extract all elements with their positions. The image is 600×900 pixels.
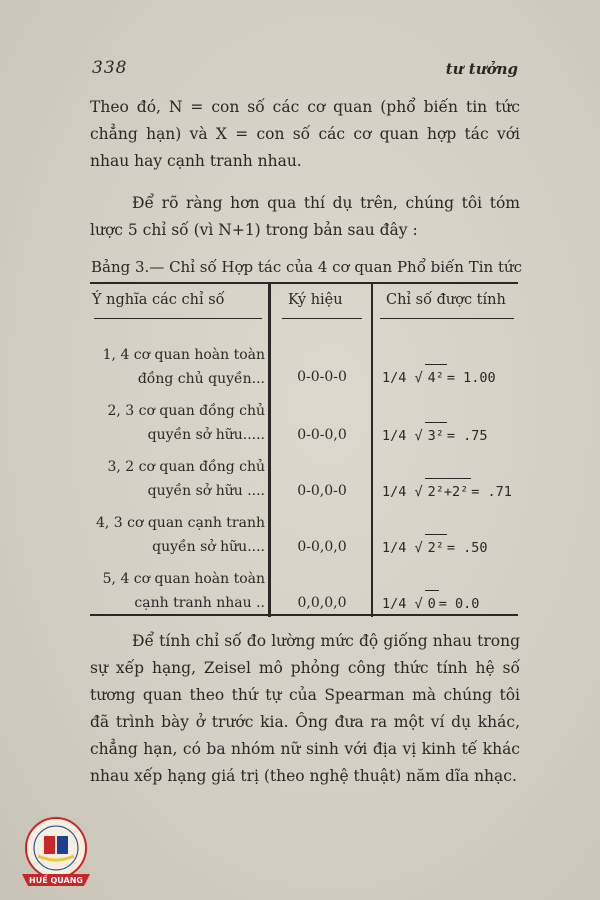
paragraph-1: Theo đó, N = con số các cơ quan (phổ biến tin tức chẳng hạn) và X = con số các cơ quan hợp tác với nhau hay cạnh tranh nhau. [90,98,520,170]
column-divider-2 [371,284,373,617]
row-index [382,590,479,617]
header-rule-col3 [380,318,514,319]
row-index [382,478,512,505]
row-desc-line2: đồng chủ quyền... [137,371,265,387]
table-top-rule [90,282,518,284]
row-desc-line1: 5, 4 cơ quan hoàn toàn [102,571,265,587]
row-desc-line1: 1, 4 cơ quan hoàn toàn [102,347,265,363]
row-desc-line2: cạnh tranh nhau .. [134,595,265,611]
paragraph-3: Để tính chỉ số đo lường mức độ giống nhau trong sự xếp hạng, Zeisel mô phỏng công thức tính hệ số tương quan theo thứ tự của Spearman mà chúng tôi đã trình bày ở trước kia. Ông đưa ra một ví dụ khác, chẳng hạn, có ba nhóm nữ sinh với địa vị kinh tế khác nhau xếp hạng giá trị (theo nghệ thuật) năm dĩa nhạc. [90,632,520,785]
row-symbol: 0-0,0-0 [297,483,347,499]
table-caption: Bảng 3.— Chỉ số Hợp tác của 4 cơ quan Phổ biến Tin tức [91,258,523,276]
row-index [382,364,496,391]
column-divider-1 [268,284,271,617]
book-right-icon [57,836,68,854]
row-desc-line1: 3, 2 cơ quan đồng chủ [107,459,265,475]
index-result: = .50 [446,540,488,556]
row-desc-line1: 4, 3 cơ quan cạnh tranh [95,515,265,531]
row-desc-line2: quyền sở hữu..... [147,427,265,443]
logo-label: HUẾ QUANG [29,876,83,885]
index-prefix: 1/4 √ [382,540,423,556]
paragraph-2: Để rõ ràng hơn qua thí dụ trên, chúng tôi tóm lược 5 chỉ số (vì N+1) trong bản sau đây : [90,194,520,239]
header-rule-col2 [282,318,362,319]
index-prefix: 1/4 √ [382,596,423,612]
row-symbol: 0-0,0,0 [297,539,347,555]
index-result: = .71 [471,484,512,500]
row-index [382,422,488,449]
col-header-symbol: Ký hiệu [288,292,343,308]
running-title: tư tưởng [445,60,518,78]
col-header-index: Chỉ số được tính [386,292,506,308]
index-radicand: 2²+2² [425,478,472,505]
index-prefix: 1/4 √ [382,484,423,500]
index-radicand: 0 [425,590,439,617]
row-symbol: 0,0,0,0 [297,595,347,611]
book-left-icon [44,836,55,854]
index-result: = 0.0 [438,596,480,612]
index-prefix: 1/4 √ [382,428,423,444]
index-radicand: 2² [425,534,447,561]
page-number: 338 [92,58,128,78]
row-desc-line1: 2, 3 cơ quan đồng chủ [107,403,265,419]
header-rule-col1 [94,318,262,319]
row-desc-line2: quyền sở hữu.... [152,539,265,555]
index-result: = .75 [446,428,488,444]
row-index [382,534,488,561]
row-symbol: 0-0-0,0 [297,427,347,443]
index-radicand: 3² [425,422,447,449]
index-result: = 1.00 [446,370,496,386]
row-desc-line2: quyền sở hữu .... [147,483,265,499]
index-prefix: 1/4 √ [382,370,423,386]
index-radicand: 4² [425,364,447,391]
col-header-meaning: Ý nghĩa các chỉ số [92,292,225,308]
hue-quang-logo [14,812,98,892]
row-symbol: 0-0-0-0 [297,369,347,385]
